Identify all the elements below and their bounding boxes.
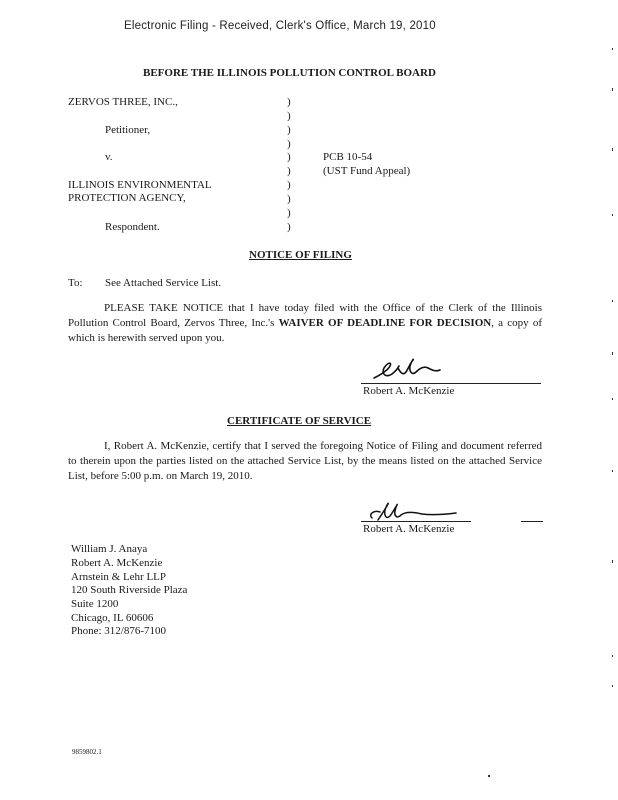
scan-mark xyxy=(612,214,613,216)
signature-line xyxy=(521,521,543,522)
case-number: PCB 10-54 xyxy=(323,151,373,163)
signature-line xyxy=(361,383,541,384)
notice-body-text: PLEASE TAKE NOTICE that I have today filed with the Office of the Clerk of the Illinois Pollution Control Board, Zervos Three, Inc.'s xyxy=(68,302,542,329)
scan-mark xyxy=(612,352,613,355)
notice-body-text-end: , a copy of which is herewith served upon you. xyxy=(68,317,543,344)
scan-mark xyxy=(612,148,613,151)
petitioner-role: Petitioner, xyxy=(105,124,151,136)
petitioner-name: ZERVOS THREE, INC., xyxy=(68,96,178,108)
scan-mark xyxy=(612,398,613,400)
caption-bracket: ) xyxy=(287,221,291,233)
certificate-body: I, Robert A. McKenzie, certify that I served the foregoing Notice of Filing and document referred to therein upon the parties listed on the attached Service List, by the means listed on the attached Service List, before 5:00 p.m. on March 19, 2010. xyxy=(68,440,542,482)
scan-mark xyxy=(612,48,613,50)
notice-body-document-title: WAIVER OF DEADLINE FOR DECISION xyxy=(278,317,492,329)
counsel-line: Robert A. McKenzie xyxy=(71,557,163,569)
counsel-line: Chicago, IL 60606 xyxy=(71,612,154,624)
respondent-name-line1: ILLINOIS ENVIRONMENTAL xyxy=(68,179,212,191)
counsel-line: William J. Anaya xyxy=(71,543,148,555)
notice-signer-name: Robert A. McKenzie xyxy=(363,385,455,397)
document-id: 9859802.1 xyxy=(72,748,102,756)
versus-label: v. xyxy=(105,151,113,163)
caption-bracket: ) xyxy=(287,138,291,150)
scan-mark xyxy=(612,88,613,91)
notice-body xyxy=(68,301,542,346)
certificate-heading: CERTIFICATE OF SERVICE xyxy=(227,415,372,427)
respondent-name-line2: PROTECTION AGENCY, xyxy=(68,192,186,204)
scan-mark xyxy=(612,685,613,687)
scan-mark xyxy=(612,655,613,657)
board-title: BEFORE THE ILLINOIS POLLUTION CONTROL BOARD xyxy=(143,67,436,79)
respondent-role: Respondent. xyxy=(105,221,160,233)
scan-mark xyxy=(612,560,613,563)
filing-stamp: Electronic Filing - Received, Clerk's Office, March 19, 2010 xyxy=(124,20,436,32)
caption-bracket: ) xyxy=(287,179,291,191)
certificate-signer-name: Robert A. McKenzie xyxy=(363,523,455,535)
counsel-line: Arnstein & Lehr LLP xyxy=(71,571,167,583)
to-value: See Attached Service List. xyxy=(105,277,222,289)
case-type: (UST Fund Appeal) xyxy=(323,165,411,177)
scan-mark xyxy=(612,300,613,302)
scan-mark xyxy=(488,775,490,777)
caption-bracket: ) xyxy=(287,96,291,108)
signature-line xyxy=(361,521,471,522)
counsel-line: 120 South Riverside Plaza xyxy=(71,584,188,596)
caption-bracket: ) xyxy=(287,151,291,163)
caption-bracket: ) xyxy=(287,207,291,219)
counsel-line: Suite 1200 xyxy=(71,598,119,610)
to-label: To: xyxy=(68,277,83,289)
notice-heading: NOTICE OF FILING xyxy=(249,249,352,261)
scan-mark xyxy=(612,470,613,472)
caption-bracket: ) xyxy=(287,165,291,177)
caption-bracket: ) xyxy=(287,193,291,205)
caption-bracket: ) xyxy=(287,124,291,136)
counsel-line: Phone: 312/876-7100 xyxy=(71,625,167,637)
caption-bracket: ) xyxy=(287,110,291,122)
